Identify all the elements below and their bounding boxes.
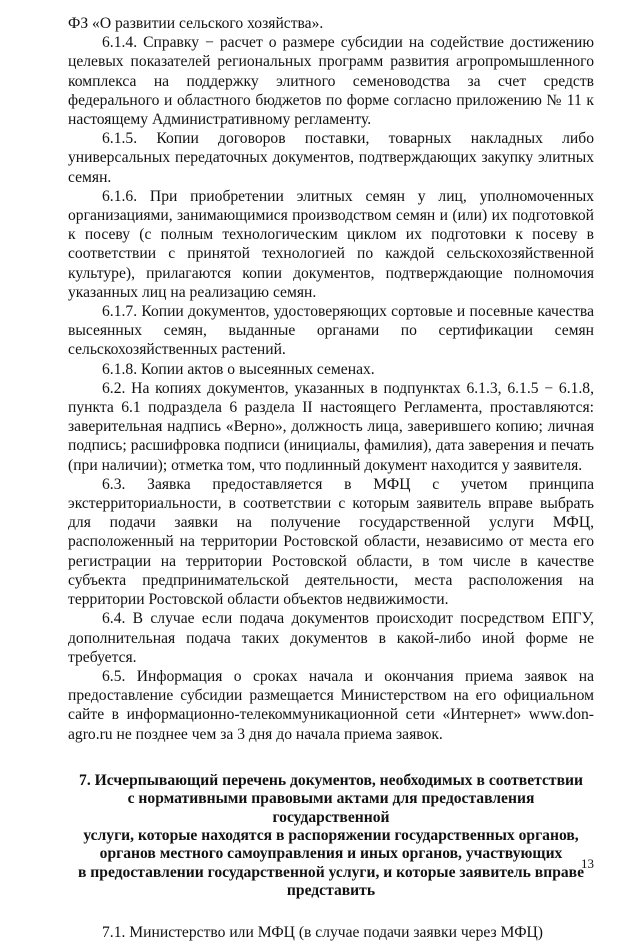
paragraph-6-1-5: 6.1.5. Копии договоров поставки, товарных накладных либо универсальных передаточных документов, подтверждающих закупку элитных семян. xyxy=(68,130,594,186)
section-7-heading xyxy=(68,772,594,901)
section-title-line: представить xyxy=(286,882,376,900)
section-title-line: 7. Исчерпывающий перечень документов, необходимых в соответствии xyxy=(79,771,583,789)
paragraph-6-4: 6.4. В случае если подача документов происходит посредством ЕПГУ, дополнительная подача таких документов в какой-либо иной форме не требуется. xyxy=(68,610,594,666)
paragraph-6-1-4: 6.1.4. Справку − расчет о размере субсидии на содействие достижению целевых показателей региональных программ развития агропромышленного комплекса на поддержку элитного семеноводства за счет средств федерального и областного бюджетов по форме согласно приложению № 11 к настоящему Административному регламенту. xyxy=(68,34,594,129)
section-title-line: с нормативными правовыми актами для предоставления государственной xyxy=(127,790,535,826)
paragraph-6-1-6: 6.1.6. При приобретении элитных семян у лиц, уполномоченных организациями, занимающимися производством семян и (или) их подготовкой к посеву (с полным технологическим циклом их подготовки к посеву в соответствии с принятой технологией по каждой сельскохозяйственной культуре), прилагаются копии документов, подтверждающие полномочия указанных лиц на реализацию семян. xyxy=(68,187,594,301)
paragraph-intro: ФЗ «О развитии сельского хозяйства». xyxy=(68,15,324,32)
paragraph-6-1-8: 6.1.8. Копии актов о высеянных семенах. xyxy=(102,360,375,378)
document-page xyxy=(68,14,594,942)
section-title-line: услуги, которые находятся в распоряжении государственных органов, xyxy=(83,826,579,844)
paragraph-7-1: 7.1. Министерство или МФЦ (в случае подачи заявки через МФЦ) xyxy=(102,923,543,941)
section-title-line: органов местного самоуправления и иных органов, участвующих xyxy=(99,845,563,863)
paragraph-6-1-7: 6.1.7. Копии документов, удостоверяющих сортовые и посевные качества высеянных семян, выданные органами по сертификации семян сельскохозяйственных растений. xyxy=(68,303,594,359)
section-title-line: в предоставлении государственной услуги, и которые заявитель вправе xyxy=(77,863,585,881)
paragraph-6-2: 6.2. На копиях документов, указанных в подпунктах 6.1.3, 6.1.5 − 6.1.8, пункта 6.1 подраздела 6 раздела II настоящего Регламента, проставляются: заверительная надпись «Верно», должность лица, заверившего копию; личная подпись; расшифровка подписи (инициалы, фамилия), дата заверения и печать (при наличии); отметка том, что подлинный документ находится у заявителя. xyxy=(68,379,594,474)
paragraph-6-5: 6.5. Информация о сроках начала и окончания приема заявок на предоставление субсидии размещается Министерством на его официальном сайте в информационно-телекоммуникационной сети «Интернет» www.don-agro.ru не позднее чем за 3 дня до начала приема заявок. xyxy=(68,667,594,743)
paragraph-6-3: 6.3. Заявка предоставляется в МФЦ с учетом принципа экстерриториальности, в соответствии с которым заявитель вправе выбрать для подачи заявки на получение государственной услуги МФЦ, расположенный на территории Ростовской области, независимо от места его регистрации на территории Ростовской области, в том числе в качестве субъекта предпринимательской деятельности, места расположения на территории Ростовской области объектов недвижимости. xyxy=(68,475,594,609)
page-number: 13 xyxy=(581,856,594,871)
